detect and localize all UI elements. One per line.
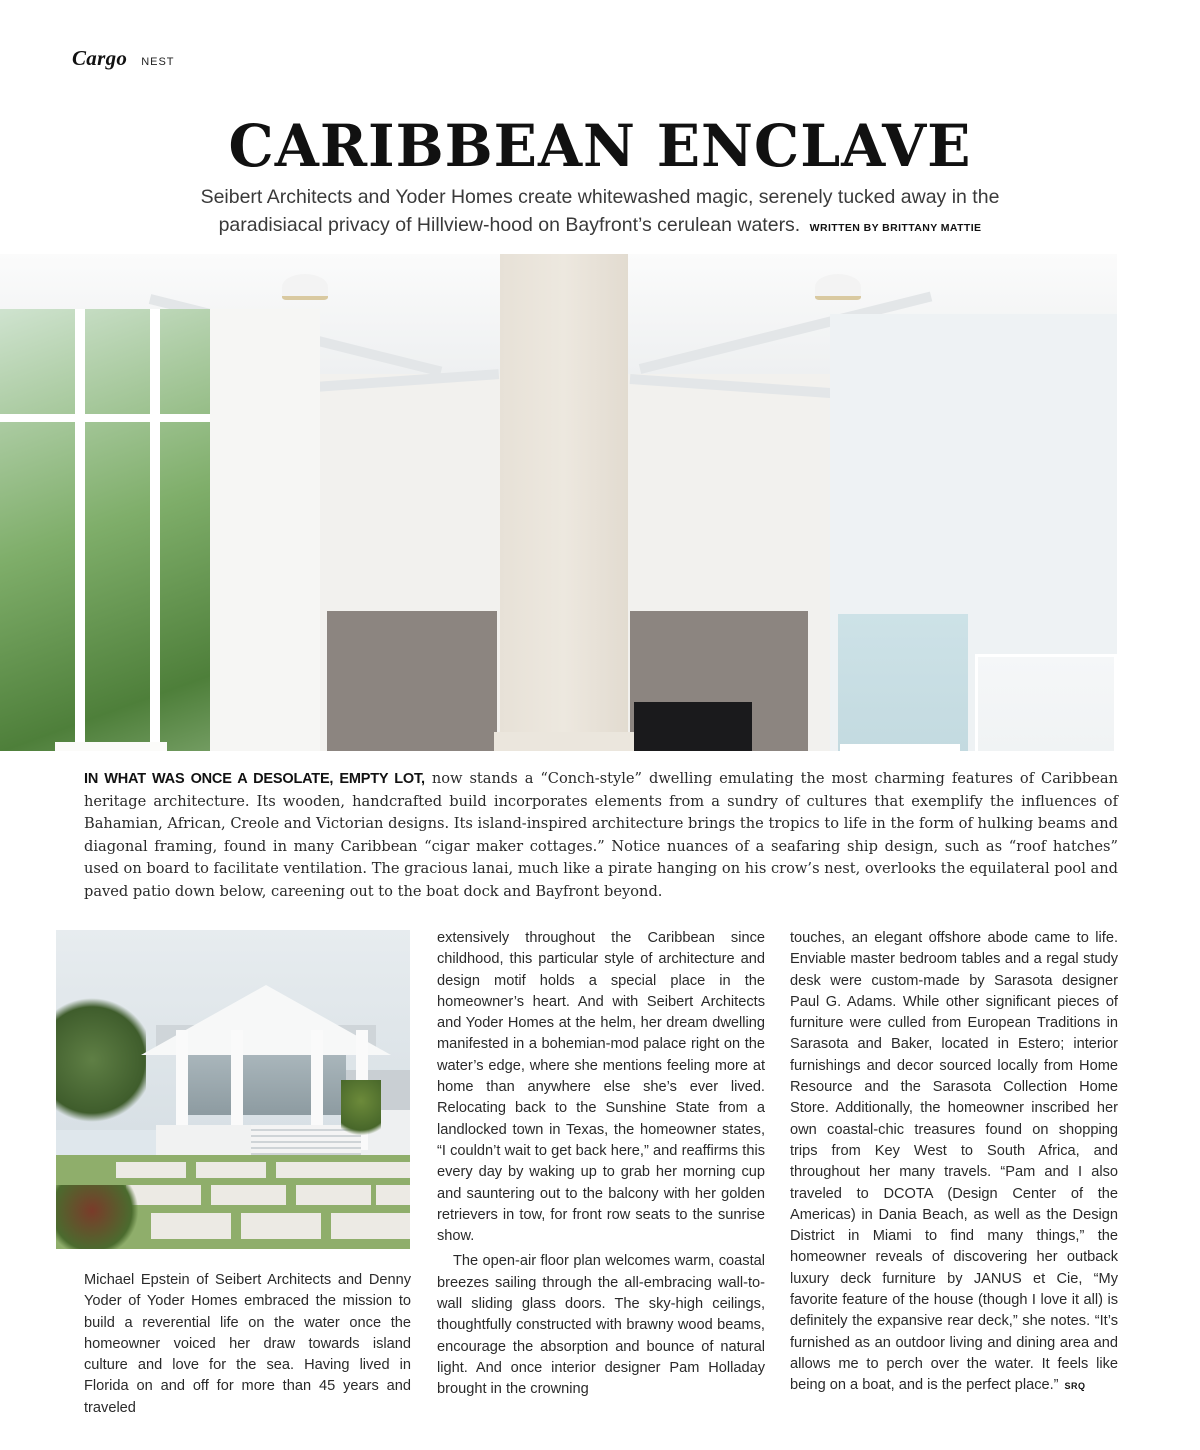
body-paragraph <box>790 928 1118 1398</box>
house-exterior-photo <box>56 930 410 1249</box>
body-paragraph: The open-air floor plan welcomes warm, coastal breezes sailing through the all-embracing wall-to-wall sliding glass doors. The sky-high ceilings, thoughtfully constructed with brawny wood beams, encourage the absorption and bounce of natural light. And once interior designer Pam Holladay brought in the crowning <box>437 1253 765 1398</box>
left-windows <box>0 309 215 751</box>
palm-tree <box>341 1080 381 1150</box>
window-mullion <box>150 309 160 751</box>
living-room-photo <box>0 254 1117 751</box>
shrub <box>56 1185 146 1249</box>
end-mark: SRQ <box>1064 1381 1086 1392</box>
article-lede <box>84 768 1118 903</box>
paver <box>331 1213 410 1239</box>
wall-pier <box>210 309 320 751</box>
ceiling-fan-light <box>282 274 328 300</box>
stone-chimney <box>500 254 628 734</box>
bed <box>840 744 960 751</box>
ceiling-fan-light <box>815 274 861 300</box>
paver <box>211 1185 286 1205</box>
article-deck <box>150 183 1050 242</box>
running-head <box>72 46 175 71</box>
section-label: NEST <box>141 56 175 68</box>
television <box>634 702 752 751</box>
paver <box>346 1162 410 1178</box>
lede-body: now stands a “Conch-style” dwelling emulating the most charming features of Caribbean heritage architecture. Its wooden, handcrafted build incorporates elements from a sundry of cultures that exemplify the influences of Bahamian, African, Creole and Victorian designs. Its island-inspired architecture brings the tropics to life in the form of hulking beams and diagonal framing, found in many Caribbean “cigar maker cottages.” Notice nuances of a seafaring ship design, such as “roof hatches” used on board to facilitate ventilation. The gracious lanai, much like a pirate hanging on his crow’s nest, overlooks the equilateral pool and paved patio down below, careening out to the boat dock and Bayfront beyond. <box>84 770 1118 900</box>
fireplace-mantel <box>494 732 634 751</box>
body-text: touches, an elegant offshore abode came to life. Enviable master bedroom tables and a regal study desk were custom-made by Sarasota designer Paul G. Adams. While other significant pieces of furniture were culled from European Traditions in Sarasota and Baker, located in Estero; interior furnishings and decor sourced locally from Home Resource and the Sarasota Collection Home Store. Additionally, the homeowner inscribed her own coastal-chic treasures found on shopping trips from Key West to South Africa, and throughout her many travels. “Pam and I also traveled to DCOTA (Design Center of the Americas) in Dania Beach, as well as the Design District in Miami to find many things,” the homeowner reveals of discovering her outback luxury deck furniture by JANUS et Cie, “My favorite feature of the house (though I love it all) is definitely the expansive rear deck,” she notes. “It’s furnished as an outdoor living and dining area and allows me to perch over the water. It feels like being on a boat, and is the perfect place.” <box>790 930 1118 1394</box>
body-column-2 <box>437 928 765 1401</box>
magazine-logo: Cargo <box>72 46 128 70</box>
paver <box>276 1162 346 1178</box>
deck-text: Seibert Architects and Yoder Homes create whitewashed magic, serenely tucked away in the paradisiacal privacy of Hillview-hood on Bayfront’s cerulean waters. <box>200 186 1000 236</box>
tree <box>56 990 146 1130</box>
paver <box>116 1162 186 1178</box>
body-column-3 <box>790 928 1118 1398</box>
bedroom-view <box>838 614 968 751</box>
french-door <box>975 654 1117 751</box>
window-mullion <box>75 309 85 751</box>
lede-lead-in: IN WHAT WAS ONCE A DESOLATE, EMPTY LOT, <box>84 771 425 787</box>
paver <box>196 1162 266 1178</box>
paver <box>151 1213 231 1239</box>
paver <box>376 1185 410 1205</box>
byline: WRITTEN BY BRITTANY MATTIE <box>809 222 982 234</box>
body-column-1 <box>84 1270 411 1419</box>
left-bookshelf <box>327 611 497 751</box>
window-mullion <box>0 414 215 422</box>
article-headline: CARIBBEAN ENCLAVE <box>228 112 972 180</box>
body-paragraph: Michael Epstein of Seibert Architects and Denny Yoder of Yoder Homes embraced the mission to build a reverential life on the water once the homeowner voiced her draw towards island culture and love for the sea. Having lived in Florida on and off for more than 45 years and traveled <box>84 1272 411 1416</box>
paver <box>241 1213 321 1239</box>
paver <box>296 1185 371 1205</box>
lamp-shade <box>55 742 167 751</box>
body-paragraph: extensively throughout the Caribbean since childhood, this particular style of architecture and design motif holds a special place in the homeowner’s heart. And with Seibert Architects and Yoder Homes at the helm, her dream dwelling manifested in a bohemian-mod palace right on the water’s edge, where she mentions feeling more at home than anywhere else she’s ever lived. Relocating back to the Sunshine State from a landlocked town in Texas, the homeowner states, “I couldn’t wait to get back here,” and reaffirms this every day by waking up to grab her morning cup and sauntering out to the balcony with her golden retrievers in tow, for front row seats to the sunrise show. <box>437 930 765 1245</box>
